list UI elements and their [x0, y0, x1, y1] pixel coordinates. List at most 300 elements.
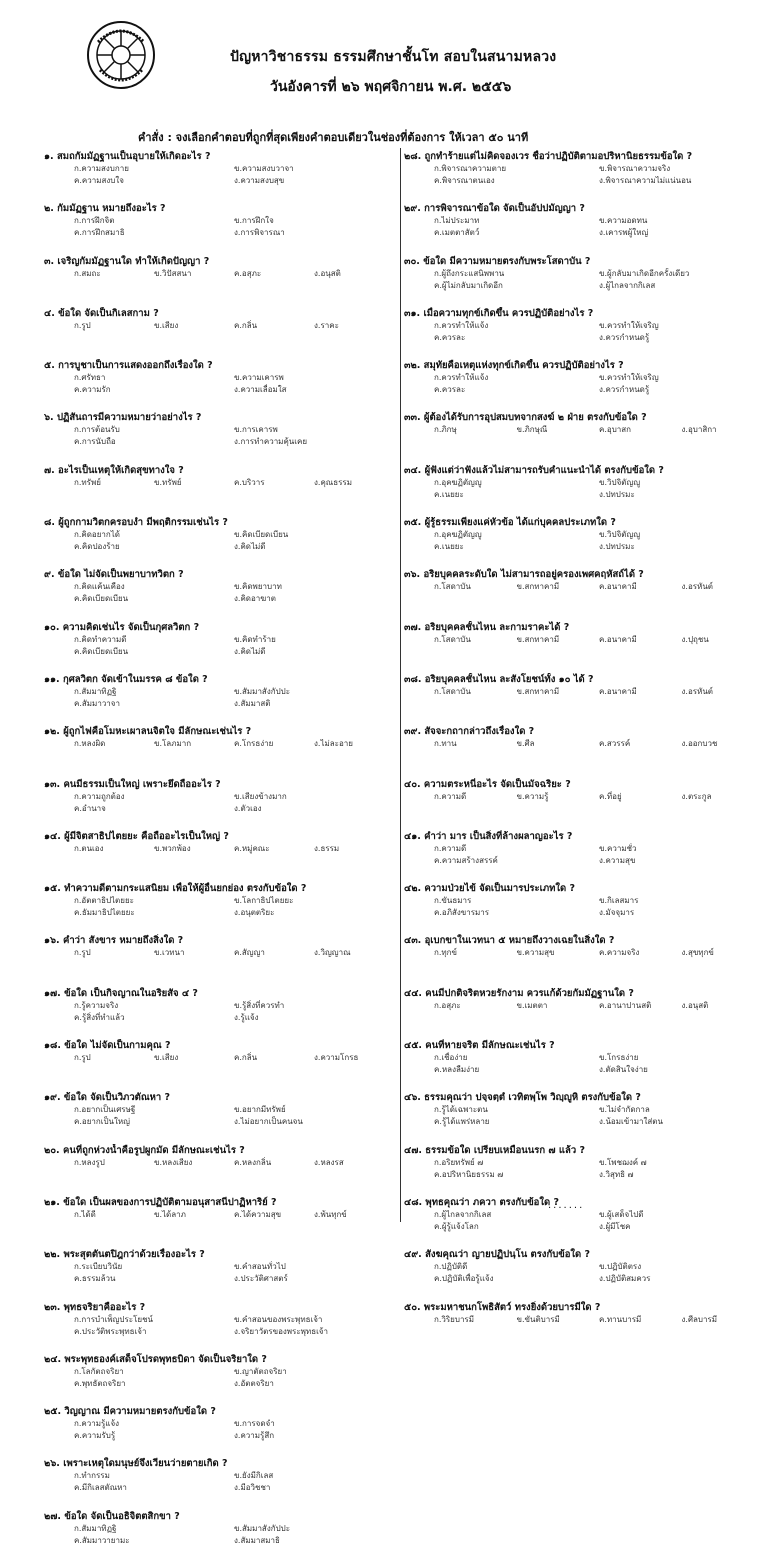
question-item [404, 882, 764, 934]
answer-option[interactable]: ก.ความดี [434, 791, 467, 801]
answer-option[interactable]: ค.อุบาสก [599, 425, 631, 435]
answer-option[interactable]: ง.หลงรส [314, 1157, 344, 1167]
answer-options [404, 1000, 764, 1012]
answer-option[interactable]: ง.มัจจุมาร [599, 908, 635, 918]
answer-option[interactable]: ข.ทรัพย์ [154, 477, 182, 487]
answer-option[interactable]: ก.ทาน [434, 739, 457, 749]
answer-options [44, 581, 394, 605]
answer-option[interactable]: ง.มีอวิชชา [234, 1483, 271, 1493]
answer-option[interactable]: ข.ความสงบวาจา [234, 164, 294, 173]
question-item [44, 307, 394, 359]
answer-option[interactable]: ข.คิดทำร้าย [234, 634, 276, 644]
answer-option[interactable]: ง.เคารพผู้ใหญ่ [599, 228, 649, 238]
answer-option[interactable]: ข.โกรธง่าย [599, 1053, 639, 1063]
answer-option[interactable]: ง.ศีลบารมี [681, 1314, 718, 1324]
question-text: ๔๔. คนมีปกติจริตหวยรักงาม ควรแก้ด้วยกัมมัฏฐานใด ? [404, 987, 634, 999]
answer-option[interactable]: ง.คิดไม่ดี [234, 646, 266, 656]
answer-option[interactable]: ข.อยากมีทรัพย์ [234, 1105, 286, 1115]
answer-option[interactable]: ง.สัมมาสมาธิ [234, 1535, 280, 1545]
answer-option[interactable]: ข.ผู้เสด็จไปดี [599, 1209, 644, 1219]
answer-option[interactable]: ข.การเคารพ [234, 425, 278, 435]
answer-options [44, 372, 394, 396]
answer-option[interactable]: ค.หลงลืมง่าย [434, 1065, 480, 1075]
answer-option[interactable]: ง.ควรกำหนดรู้ [599, 332, 650, 342]
answer-option[interactable]: ค.คิดเบียดเบียน [74, 594, 129, 604]
answer-option[interactable]: ง.รู้แจ้ง [234, 1012, 259, 1022]
answer-option[interactable]: ง.ตัดสินใจง่าย [599, 1065, 648, 1075]
answer-option[interactable]: ง.สุขทุกข์ [681, 948, 714, 958]
answer-option[interactable]: ง.อนุตตริยะ [234, 908, 275, 918]
answer-option[interactable]: ง.อุบาสิกา [681, 425, 717, 435]
question-item [44, 621, 394, 673]
answer-option[interactable]: ง.ออกบวช [681, 739, 718, 749]
question-text: ๙. ข้อใด ไม่จัดเป็นพยาบาทวิตก ? [44, 569, 184, 581]
answer-option[interactable]: ก.หลงผิด [74, 739, 106, 749]
question-text: ๓. เจริญกัมมัฏฐานใด ทำให้เกิดปัญญา ? [44, 255, 210, 267]
answer-option[interactable]: ง.ควรกำหนดรู้ [599, 385, 650, 395]
answer-option[interactable]: ก.ผู้ไกลจากกิเลส [434, 1209, 492, 1219]
question-item [404, 934, 764, 986]
answer-option[interactable]: ค.รู้สิ่งที่ทำแล้ว [74, 1012, 125, 1022]
answer-option[interactable]: ข.ขันติบารมี [516, 1314, 560, 1324]
answer-option[interactable]: ก.อัตตาธิปไตยยะ [74, 896, 134, 906]
answer-option[interactable]: ก.อริยทรัพย์ ๗ [434, 1157, 484, 1167]
answer-option[interactable]: ง.พ้นทุกข์ [314, 1209, 347, 1219]
answer-options [404, 1261, 764, 1285]
answer-option[interactable]: ก.เชื่อง่าย [434, 1053, 468, 1063]
answer-options [44, 634, 394, 658]
answer-option[interactable]: ก.โสดาบัน [434, 634, 471, 644]
answer-option[interactable]: ก.ภิกษุ [434, 425, 457, 435]
answer-option[interactable]: ค.ผู้รู้แจ้งโลก [434, 1221, 479, 1231]
question-text: ๘. ผู้ถูกกามวิตกครอบงำ มีพฤติกรรมเช่นไร ? [44, 517, 228, 529]
question-text: ๔๑. คำว่า มาร เป็นสิ่งที่ล้างผลาญอะไร ? [404, 830, 573, 842]
answer-options [44, 686, 394, 710]
answer-option[interactable]: ค.การฝึกสมาธิ [74, 228, 125, 238]
question-text: ๒๙. การพิจารณาข้อใด จัดเป็นอัปปมัญญา ? [404, 203, 585, 215]
question-text: ๖. ปฏิสันถารมีความหมายว่าอย่างไร ? [44, 412, 202, 424]
answer-option[interactable]: ค.อนาคามี [599, 634, 637, 644]
answer-option[interactable]: ข.วิปจิตัญญู [599, 530, 641, 540]
answer-option[interactable]: ค.ประวัติพระพุทธเจ้า [74, 1326, 147, 1336]
answer-option[interactable]: ก.รูป [74, 320, 91, 330]
question-item [44, 1039, 394, 1091]
question-item [404, 1039, 764, 1091]
answer-option[interactable]: ค.ผู้ไม่กลับมาเกิดอีก [434, 280, 503, 290]
question-item [404, 202, 764, 254]
answer-option[interactable]: ข.เสียงข้างมาก [234, 791, 287, 801]
question-text: ๔๗. ธรรมข้อใด เปรียบเหมือนนรก ๗ แล้ว ? [404, 1144, 585, 1156]
answer-option[interactable]: ง.ผู้มีโชค [599, 1221, 631, 1231]
question-text: ๔. ข้อใด จัดเป็นกิเลสกาม ? [44, 307, 159, 319]
answer-option[interactable]: ค.โกรธง่าย [234, 739, 274, 749]
column-divider [400, 148, 401, 1222]
answer-option[interactable]: ก.ไม่ประมาท [434, 216, 480, 226]
answer-option[interactable]: ก.คิดอยากได้ [74, 530, 120, 540]
question-text: ๓๖. อริยบุคคลระดับใด ไม่สามารถอยู่ครองเพศคฤหัสถ์ได้ ? [404, 569, 644, 581]
answer-option[interactable]: ค.อำนาจ [74, 803, 106, 813]
answer-options [404, 634, 764, 646]
answer-option[interactable]: ก.โสดาบัน [434, 686, 471, 696]
answer-option[interactable]: ก.ปฏิบัติดี [434, 1262, 468, 1272]
answer-option[interactable]: ง.ไม่ละอาย [314, 739, 353, 749]
answer-option[interactable]: ข.ความรู้ [516, 791, 549, 801]
answer-option[interactable]: ข.การฝึกใจ [234, 216, 274, 226]
answer-option[interactable]: ค.อานาปานสติ [599, 1000, 652, 1010]
question-item [404, 568, 764, 620]
answer-option[interactable]: ข.คำสอนของพระพุทธเจ้า [234, 1314, 323, 1324]
answer-option[interactable]: ข.เสียง [154, 1053, 179, 1063]
answer-option[interactable]: ค.ความสงบใจ [74, 176, 124, 185]
question-item [404, 1301, 764, 1353]
answer-options [404, 268, 764, 292]
answer-option[interactable]: ค.รู้ได้แพร่หลาย [434, 1117, 490, 1127]
answer-option[interactable]: ค.ความจริง [599, 948, 640, 958]
question-item [44, 673, 394, 725]
answer-option[interactable]: ข.พวกพ้อง [154, 843, 191, 853]
answer-option[interactable]: ง.ความสงบสุข [234, 176, 285, 185]
answer-options [404, 843, 764, 867]
answer-option[interactable]: ข.คิดพยาบาท [234, 582, 282, 592]
answer-options [44, 424, 394, 448]
answer-options [44, 1157, 394, 1169]
answer-option[interactable]: ค.ได้ความสุข [234, 1209, 282, 1219]
answer-options [44, 791, 394, 815]
answer-option[interactable]: ค.ธัมมาธิปไตยยะ [74, 908, 135, 918]
answer-option[interactable]: ค.อนาคามี [599, 686, 637, 696]
answer-option[interactable]: ข.ได้ลาภ [154, 1209, 186, 1219]
question-item [44, 1091, 394, 1143]
answer-option[interactable]: ง.วิญญาณ [314, 948, 351, 958]
answer-option[interactable]: ง.อนุสติ [681, 1000, 709, 1010]
answer-options [404, 163, 764, 187]
answer-option[interactable]: ข.ความชั่ว [599, 843, 637, 853]
answer-options [404, 1157, 764, 1181]
question-item [44, 568, 394, 620]
answer-option[interactable]: ข.ควรทำให้เจริญ [599, 320, 659, 330]
answer-options [404, 791, 764, 803]
answer-option[interactable]: ค.คิดปองร้าย [74, 542, 120, 552]
answer-option[interactable]: ข.หลงเสียง [154, 1157, 193, 1167]
answer-option[interactable]: ค.กลิ่น [234, 320, 258, 330]
answer-option[interactable]: ก.การต้อนรับ [74, 425, 120, 435]
answer-option[interactable]: ง.ปุถุชน [681, 634, 709, 644]
answer-options [404, 1052, 764, 1076]
question-item [404, 725, 764, 777]
answer-option[interactable]: ค.หมู่คณะ [234, 843, 270, 853]
answer-option[interactable]: ก.โลกัตถจริยา [74, 1366, 124, 1376]
answer-options [404, 477, 764, 501]
answer-option[interactable]: ข.รู้สิ่งที่ควรทำ [234, 1000, 285, 1010]
answer-option[interactable]: ก.รู้ได้เฉพาะตน [434, 1105, 488, 1115]
answer-options [44, 947, 394, 959]
answer-option[interactable]: ง.ความสุข [599, 855, 636, 865]
question-item [44, 411, 394, 463]
answer-option[interactable]: ค.สวรรค์ [599, 739, 631, 749]
answer-option[interactable]: ง.ผู้ไกลจากกิเลส [599, 280, 656, 290]
answer-option[interactable]: ค.ควรละ [434, 385, 466, 395]
answer-option[interactable]: ข.ปฏิบัติตรง [599, 1262, 642, 1272]
answer-option[interactable]: ง.พิจารณาความไม่แน่นอน [599, 176, 692, 185]
answer-option[interactable]: ค.อภิสังขารมาร [434, 908, 490, 918]
answer-option[interactable]: ก.สัมมาทิฏฐิ [74, 1523, 117, 1533]
answer-option[interactable]: ก.ศรัทธา [74, 373, 106, 383]
answer-option[interactable]: ค.บริวาร [234, 477, 265, 487]
answer-options [404, 372, 764, 396]
question-item [44, 202, 394, 254]
question-item [404, 150, 764, 202]
question-text: ๓๑. เมื่อความทุกข์เกิดขึ้น ควรปฏิบัติอย่างไร ? [404, 307, 594, 319]
question-text: ๒๒. พระสุตตันตปิฎกว่าด้วยเรื่องอะไร ? [44, 1249, 205, 1261]
question-text: ๑๗. ข้อใด เป็นกิจญาณในอริยสัจ ๔ ? [44, 987, 198, 999]
question-text: ๒๔. พระพุทธองค์เสด็จโปรดพุทธบิดา จัดเป็นจริยาใด ? [44, 1353, 267, 1365]
answer-option[interactable]: ง.ประวัติศาสตร์ [234, 1274, 288, 1284]
answer-option[interactable]: ก.รูป [74, 1053, 91, 1063]
answer-option[interactable]: ค.กลิ่น [234, 1053, 258, 1063]
answer-option[interactable]: ค.เนยยะ [434, 542, 464, 552]
answer-option[interactable]: ข.การจดจำ [234, 1419, 275, 1429]
question-item [404, 1091, 764, 1143]
answer-option[interactable]: ข.เวทนา [154, 948, 185, 958]
answer-option[interactable]: ก.โสดาบัน [434, 582, 471, 592]
answer-option[interactable]: ง.ตัวเอง [234, 803, 262, 813]
answer-option[interactable]: ข.สกทาคามี [516, 686, 560, 696]
answer-option[interactable]: ง.ไม่อยากเป็นคนจน [234, 1117, 303, 1127]
answer-option[interactable]: ข.โลกาธิปไตยยะ [234, 896, 294, 906]
exam-date: วันอังคารที่ ๒๖ พฤศจิกายน พ.ศ. ๒๕๕๖ [270, 79, 512, 95]
answer-option[interactable]: ค.สัญญา [234, 948, 265, 958]
answer-option[interactable]: ค.ควรละ [434, 332, 466, 342]
answer-option[interactable]: ก.สมถะ [74, 268, 101, 278]
question-item [404, 255, 764, 307]
answer-option[interactable]: ง.อรหันต์ [681, 686, 713, 696]
question-item [404, 830, 764, 882]
answer-option[interactable]: ค.อนาคามี [599, 582, 637, 592]
answer-option[interactable]: ค.ปฏิบัติเพื่อรู้แจ้ง [434, 1274, 494, 1284]
answer-option[interactable]: ก.รูป [74, 948, 91, 958]
answer-option[interactable]: ค.เมตตาสัตว์ [434, 228, 480, 238]
answer-option[interactable]: ค.ความรับรู้ [74, 1431, 116, 1441]
answer-option[interactable]: ค.ธรรมล้วน [74, 1274, 116, 1284]
answer-option[interactable]: ข.ควรทำให้เจริญ [599, 373, 659, 383]
answer-option[interactable]: ก.ความดี [434, 843, 467, 853]
answer-option[interactable]: ข.สัมมาสังกัปปะ [234, 686, 291, 696]
answer-option[interactable]: ง.ความโกรธ [314, 1053, 359, 1063]
question-text: ๓๗. อริยบุคคลชั้นไหน ละกามราคะได้ ? [404, 621, 570, 633]
answer-option[interactable]: ข.เมตตา [516, 1000, 548, 1010]
answer-option[interactable]: ง.อรหันต์ [681, 582, 713, 592]
answer-option[interactable]: ง.วิสุทธิ ๗ [599, 1169, 634, 1179]
answer-option[interactable]: ค.อสุภะ [234, 268, 262, 278]
question-item [44, 725, 394, 777]
answer-option[interactable]: ค.พิจารณาตนเอง [434, 176, 495, 185]
answer-options [404, 686, 764, 698]
answer-option[interactable]: ข.กิเลสมาร [599, 896, 639, 906]
question-item [44, 1457, 394, 1509]
answer-option[interactable]: ก.ได้ดี [74, 1209, 96, 1219]
question-text: ๓๘. อริยบุคคลชั้นไหน ละสังโยชน์ทั้ง ๑๐ ได้ ? [404, 673, 594, 685]
question-item [404, 1248, 764, 1300]
answer-option[interactable]: ข.วิปจิตัญญู [599, 477, 641, 487]
question-text: ๕. การบูชาเป็นการแสดงออกถึงเรื่องใด ? [44, 360, 213, 372]
answer-option[interactable]: ข.ความสุข [516, 948, 555, 958]
answer-options [44, 320, 394, 332]
answer-option[interactable]: ง.ปทปรมะ [599, 489, 635, 499]
question-item [44, 934, 394, 986]
answer-option[interactable]: ข.คิดเบียดเบียน [234, 530, 289, 540]
left-question-column [44, 150, 394, 1562]
answer-options [44, 1209, 394, 1221]
answer-option[interactable]: ก.รู้ความจริง [74, 1000, 119, 1010]
answer-option[interactable]: ง.สัมมาสติ [234, 698, 271, 708]
answer-options [44, 1418, 394, 1442]
answer-option[interactable]: ง.ปทปรมะ [599, 542, 635, 552]
answer-options [404, 1314, 764, 1326]
question-item [404, 464, 764, 516]
answer-option[interactable]: ง.ปฏิบัติสมควร [599, 1274, 651, 1284]
question-item [44, 1405, 394, 1457]
answer-option[interactable]: ก.ขันธมาร [434, 896, 472, 906]
answer-option[interactable]: ค.อยากเป็นใหญ่ [74, 1117, 130, 1127]
answer-option[interactable]: ก.ผู้ถึงกระแสนิพพาน [434, 268, 505, 278]
question-item [44, 255, 394, 307]
answer-option[interactable]: ค.คิดเบียดเบียน [74, 646, 129, 656]
answer-option[interactable]: ค.ความสร้างสรรค์ [434, 855, 498, 865]
answer-option[interactable]: ก.ทุกข์ [434, 948, 457, 958]
question-text: ๑. สมถกัมมัฏฐานเป็นอุบายให้เกิดอะไร ? [44, 151, 211, 162]
answer-option[interactable]: ง.อนุสติ [314, 268, 341, 278]
answer-option[interactable]: ข.พิจารณาความจริง [599, 164, 671, 173]
answer-option[interactable]: ก.สัมมาทิฏฐิ [74, 686, 117, 696]
answer-option[interactable]: ก.หลงรูป [74, 1157, 105, 1167]
answer-option[interactable]: ข.สัมมาสังกัปปะ [234, 1523, 291, 1533]
answer-option[interactable]: ก.ทรัพย์ [74, 477, 101, 487]
answer-option[interactable]: ก.อุคฆฏิตัญญู [434, 477, 482, 487]
question-text: ๓๒. สมุทัยคือเหตุแห่งทุกข์เกิดขึ้น ควรปฏิบัติอย่างไร ? [404, 360, 624, 372]
answer-option[interactable]: ก.ความรู้แจ้ง [74, 1419, 120, 1429]
answer-option[interactable]: ค.ที่อยู่ [599, 791, 622, 801]
end-mark: ······· [548, 1203, 585, 1214]
answer-option[interactable]: ง.ธรรม [314, 843, 340, 853]
answer-option[interactable]: ข.ภิกษุณี [516, 425, 548, 435]
question-item [44, 1248, 394, 1300]
answer-options [44, 1000, 394, 1024]
question-text: ๔๐. ความตระหนี่อะไร จัดเป็นมัจฉริยะ ? [404, 778, 571, 790]
answer-option[interactable]: ง.การทำความคุ้นเคย [234, 437, 308, 447]
answer-option[interactable]: ก.คิดแค้นเคือง [74, 582, 125, 592]
question-text: ๒๑. ข้อใด เป็นผลของการปฏิบัติตามอนุสาสนีปาฏิหาริย์ ? [44, 1196, 277, 1208]
answer-option[interactable]: ค.พุทธัตถจริยา [74, 1378, 126, 1388]
answer-option[interactable]: ง.คุณธรรม [314, 477, 352, 487]
answer-option[interactable]: ก.วิริยบารมี [434, 1314, 475, 1324]
answer-option[interactable]: ข.ผู้กลับมาเกิดอีกครั้งเดียว [599, 268, 690, 278]
answer-option[interactable]: ค.การนับถือ [74, 437, 116, 447]
answer-option[interactable]: ข.ความอดทน [599, 216, 648, 226]
answer-options [44, 843, 394, 855]
answer-option[interactable]: ก.คิดทำความดี [74, 634, 127, 644]
answer-option[interactable]: ค.ทานบารมี [599, 1314, 642, 1324]
answer-option[interactable]: ข.คำสอนทั่วไป [234, 1262, 286, 1272]
answer-option[interactable]: ค.อปริหานิยธรรม ๗ [434, 1169, 504, 1179]
answer-options [404, 529, 764, 553]
answer-option[interactable]: ก.ความสงบกาย [74, 164, 129, 173]
answer-option[interactable]: ง.คิดอาฆาต [234, 594, 276, 604]
answer-option[interactable]: ก.การฝึกจิต [74, 216, 115, 226]
answer-option[interactable]: ง.อัตตจริยา [234, 1378, 274, 1388]
answer-option[interactable]: ก.อยากเป็นเศรษฐี [74, 1105, 136, 1115]
answer-options [44, 529, 394, 553]
answer-option[interactable]: ง.ตระกูล [681, 791, 712, 801]
question-text: ๓๕. ผู้รู้ธรรมเพียงแค่หัวข้อ ได้แก่บุคคลประเภทใด ? [404, 517, 616, 529]
answer-option[interactable]: ค.ความรัก [74, 385, 111, 395]
answer-option[interactable]: ง.ความรู้สึก [234, 1431, 275, 1441]
question-item [404, 1144, 764, 1196]
answer-option[interactable]: ค.เนยยะ [434, 489, 464, 499]
answer-option[interactable]: ก.ควรทำให้แจ้ง [434, 320, 489, 330]
answer-option[interactable]: ก.การบำเพ็ญประโยชน์ [74, 1314, 153, 1324]
answer-option[interactable]: ข.เสียง [154, 320, 179, 330]
answer-option[interactable]: ง.จริยาวัตรของพระพุทธเจ้า [234, 1326, 328, 1336]
answer-option[interactable]: ก.อุคฆฏิตัญญู [434, 530, 482, 540]
answer-options [44, 1523, 394, 1547]
answer-option[interactable]: ข.โพชฌงค์ ๗ [599, 1157, 647, 1167]
answer-option[interactable]: ค.สัมมาวายามะ [74, 1535, 130, 1545]
answer-option[interactable]: ก.อสุภะ [434, 1000, 461, 1010]
question-item [44, 882, 394, 934]
answer-options [44, 1366, 394, 1390]
answer-options [44, 268, 394, 280]
answer-option[interactable]: ข.ไม่จำกัดกาล [599, 1105, 650, 1115]
dhamma-wheel-seal [86, 20, 156, 90]
answer-option[interactable]: ก.ตนเอง [74, 843, 104, 853]
question-item [404, 411, 764, 463]
answer-options [44, 477, 394, 489]
answer-option[interactable]: ก.พิจารณาความตาย [434, 164, 507, 173]
question-item [404, 359, 764, 411]
answer-option[interactable]: ข.โลภมาก [154, 739, 192, 749]
answer-option[interactable]: ก.ทำกรรม [74, 1471, 110, 1481]
answer-option[interactable]: ก.ระเบียบวินัย [74, 1262, 123, 1272]
question-text: ๒๗. ข้อใด จัดเป็นอธิจิตตสิกขา ? [44, 1510, 180, 1522]
answer-option[interactable]: ข.สกทาคามี [516, 634, 560, 644]
answer-option[interactable]: ข.ยังมีกิเลส [234, 1471, 274, 1481]
question-text: ๑๘. ข้อใด ไม่จัดเป็นกามคุณ ? [44, 1040, 171, 1052]
answer-option[interactable]: ง.ราคะ [314, 320, 339, 330]
answer-option[interactable]: ง.การพิจารณา [234, 228, 285, 238]
answer-option[interactable]: ข.สกทาคามี [516, 582, 560, 592]
answer-option[interactable]: ก.ความถูกต้อง [74, 791, 125, 801]
answer-option[interactable]: ง.น้อมเข้ามาใส่ตน [599, 1117, 663, 1127]
answer-options [404, 320, 764, 344]
question-text: ๑๒. ผู้ถูกไฟคือโมหะเผาลนจิตใจ มีลักษณะเช่นไร ? [44, 726, 252, 738]
answer-option[interactable]: ง.ความเลื่อมใส [234, 385, 287, 395]
answer-option[interactable]: ค.มีกิเลสตัณหา [74, 1483, 127, 1493]
answer-option[interactable]: ค.สัมมาวาจา [74, 698, 120, 708]
answer-option[interactable]: ข.ความเคารพ [234, 373, 284, 383]
answer-option[interactable]: ข.ศีล [516, 739, 535, 749]
answer-option[interactable]: ก.ควรทำให้แจ้ง [434, 373, 489, 383]
answer-option[interactable]: ค.หลงกลิ่น [234, 1157, 272, 1167]
answer-options [404, 895, 764, 919]
answer-options [44, 1261, 394, 1285]
question-text: ๒๓. พุทธจริยาคืออะไร ? [44, 1301, 146, 1313]
answer-option[interactable]: ข.ญาตัตถจริยา [234, 1366, 287, 1376]
answer-option[interactable]: ง.คิดไม่ดี [234, 542, 266, 552]
answer-option[interactable]: ข.วิปัสสนา [154, 268, 192, 278]
question-text: ๔๙. สังฆคุณว่า ญายปฏิปนฺโน ตรงกับข้อใด ? [404, 1249, 591, 1261]
question-item [44, 778, 394, 830]
question-item [44, 516, 394, 568]
